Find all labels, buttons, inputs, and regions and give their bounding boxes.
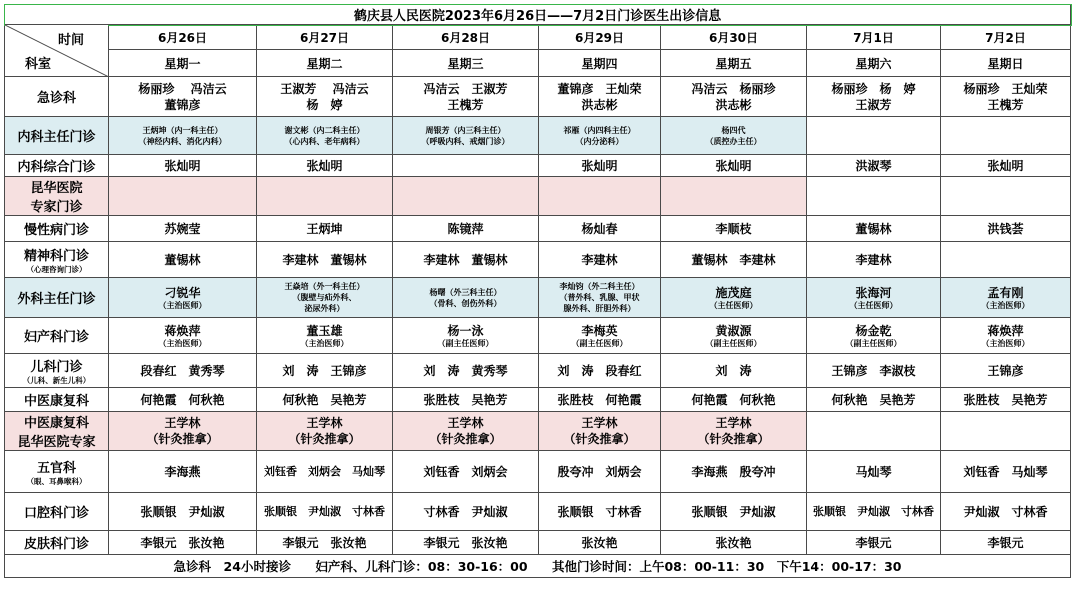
dept-name: 口腔科门诊 (5, 493, 109, 531)
schedule-cell: 殷夸冲 刘炳会 (539, 451, 661, 493)
schedule-cell (661, 117, 807, 155)
cell-text: 杨丽珍 王灿荣 (963, 81, 1048, 96)
schedule-cell: 何艳霞 何秋艳 (661, 388, 807, 412)
schedule-cell: 李海燕 (109, 451, 257, 493)
cell-text: 李梅英 (581, 323, 618, 338)
cell-text: 精神科门诊 (23, 248, 89, 264)
schedule-cell (539, 177, 661, 216)
row-internal-director (5, 117, 1071, 155)
schedule-cell (941, 177, 1071, 216)
schedule-cell (539, 278, 661, 318)
schedule-cell (5, 177, 109, 216)
row-chronic (5, 216, 1071, 242)
schedule-cell (807, 77, 941, 117)
cell-text: （副主任医师） (845, 338, 902, 348)
cell-text: 王淑芳 冯洁云 (280, 81, 369, 96)
cell-text: 中医康复科 (23, 416, 89, 431)
schedule-cell: 张顺银 尹灿淑 寸林香 (257, 493, 393, 531)
footer-emergency: 急诊科 24小时接诊 (173, 559, 291, 574)
schedule-cell: 张顺银 寸林香 (539, 493, 661, 531)
cell-text: 腺外科、肝胆外科） (563, 304, 636, 313)
cell-text: （主治医师） (981, 338, 1030, 348)
dept-name: 妇产科门诊 (5, 318, 109, 354)
cell-text: （针灸推拿） (563, 432, 636, 446)
schedule-cell: 李银元 张汝艳 (257, 531, 393, 555)
row-dermatology (5, 531, 1071, 555)
schedule-cell: 张胜枝 吴艳芳 (393, 388, 539, 412)
weekday-cell: 星期三 (393, 50, 539, 77)
schedule-cell: 董锡林 (109, 242, 257, 278)
row-emergency (5, 77, 1071, 117)
schedule-cell (5, 242, 109, 278)
schedule-cell: 李建林 董锡林 (257, 242, 393, 278)
dept-name: 外科主任门诊 (5, 278, 109, 318)
schedule-cell (257, 412, 393, 451)
cell-text: 李灿钧（外二科主任） (559, 282, 640, 291)
footer-note (5, 555, 1071, 578)
schedule-cell (941, 412, 1071, 451)
schedule-cell: 张汝艳 (661, 531, 807, 555)
schedule-cell: 张胜枝 何艳霞 (539, 388, 661, 412)
schedule-cell: 王炳坤 (257, 216, 393, 242)
cell-text: （儿科、新生儿科） (22, 375, 91, 385)
schedule-cell (661, 318, 807, 354)
schedule-cell: 张灿明 (257, 155, 393, 177)
cell-text: （呼吸内科、戒烟门诊） (421, 136, 510, 146)
cell-text: 泌尿外科） (304, 304, 345, 313)
cell-text: 王炳坤（内一科主任） (142, 125, 223, 135)
dept-name: 慢性病门诊 (5, 216, 109, 242)
cell-text: （神经内科、消化内科） (138, 136, 227, 146)
cell-text: （针灸推拿） (429, 432, 502, 446)
footer-other: 其他门诊时间：上午08：00-11：30 下午14：00-17：30 (551, 559, 902, 574)
schedule-cell: 李银元 (807, 531, 941, 555)
schedule-cell: 马灿琴 (807, 451, 941, 493)
time-label: 时间 (57, 33, 84, 48)
dept-name: 急诊科 (5, 77, 109, 117)
date-cell: 6月27日 (257, 25, 393, 50)
schedule-cell: 尹灿淑 寸林香 (941, 493, 1071, 531)
schedule-cell (807, 117, 941, 155)
date-cell: 7月2日 (941, 25, 1071, 50)
row-tcm-rehab (5, 388, 1071, 412)
schedule-cell (257, 177, 393, 216)
row-internal-general (5, 155, 1071, 177)
schedule-cell (257, 318, 393, 354)
schedule-cell: 张顺银 尹灿淑 (109, 493, 257, 531)
cell-text: （心内科、老年病科） (284, 136, 365, 146)
schedule-cell: 王锦彦 (941, 354, 1071, 388)
weekday-cell: 星期一 (109, 50, 257, 77)
cell-text: 王焱培（外一科主任） (284, 282, 365, 291)
schedule-cell (807, 278, 941, 318)
schedule-cell: 张灿明 (661, 155, 807, 177)
cell-text: 董玉雄 (306, 323, 343, 338)
weekday-cell: 星期五 (661, 50, 807, 77)
schedule-cell (661, 278, 807, 318)
cell-text: （主任医师） (709, 300, 758, 310)
cell-text: 昆华医院 (30, 181, 83, 196)
schedule-cell: 刘钰香 刘炳会 (393, 451, 539, 493)
schedule-cell (661, 77, 807, 117)
schedule-cell (5, 451, 109, 493)
cell-text: 专家门诊 (30, 200, 83, 215)
schedule-cell: 寸林香 尹灿淑 (393, 493, 539, 531)
schedule-cell: 张灿明 (109, 155, 257, 177)
cell-text: 董锦彦 (164, 97, 201, 112)
schedule-table (4, 4, 1071, 578)
schedule-cell: 董锡林 (807, 216, 941, 242)
schedule-cell (5, 354, 109, 388)
date-cell: 6月29日 (539, 25, 661, 50)
cell-text: 王槐芳 (987, 97, 1024, 112)
schedule-cell: 张胜枝 吴艳芳 (941, 388, 1071, 412)
cell-text: （针灸推拿） (697, 432, 770, 446)
footer-row (5, 555, 1071, 578)
cell-text: 施茂庭 (715, 285, 752, 300)
row-pediatrics (5, 354, 1071, 388)
schedule-cell: 刘 涛 段春红 (539, 354, 661, 388)
schedule-cell: 张灿明 (941, 155, 1071, 177)
weekday-cell: 星期二 (257, 50, 393, 77)
schedule-cell: 李建林 董锡林 (393, 242, 539, 278)
schedule-cell (941, 318, 1071, 354)
schedule-cell: 刘钰香 刘炳会 马灿琴 (257, 451, 393, 493)
schedule-cell (941, 242, 1071, 278)
date-cell: 6月30日 (661, 25, 807, 50)
schedule-cell (539, 318, 661, 354)
cell-text: 洪志彬 (715, 97, 752, 112)
cell-text: （腹壁与疝外科、 (292, 293, 357, 302)
schedule-cell: 苏婉莹 (109, 216, 257, 242)
cell-text: 冯洁云 杨丽珍 (691, 81, 776, 96)
cell-text: （骨科、创伤外科） (429, 298, 502, 308)
schedule-cell (393, 155, 539, 177)
cell-text: （主治医师） (981, 300, 1030, 310)
schedule-cell (393, 412, 539, 451)
cell-text: （针灸推拿） (146, 432, 219, 446)
cell-text: 王学林 (715, 416, 752, 430)
schedule-cell: 张灿明 (539, 155, 661, 177)
cell-text: （主治医师） (158, 300, 207, 310)
cell-text: 杨丽珍 杨 婷 (831, 81, 916, 96)
cell-text: 洪志彬 (581, 97, 618, 112)
schedule-cell (941, 278, 1071, 318)
cell-text: 周银芳（内三科主任） (425, 125, 506, 135)
cell-text: 王学林 (306, 416, 343, 430)
row-obgyn (5, 318, 1071, 354)
page-title: 鹤庆县人民医院2023年6月26日——7月2日门诊医生出诊信息 (5, 5, 1071, 25)
schedule-cell (109, 412, 257, 451)
date-cell: 6月26日 (109, 25, 257, 50)
schedule-cell (109, 77, 257, 117)
schedule-cell (539, 117, 661, 155)
date-cell: 6月28日 (393, 25, 539, 50)
schedule-cell (257, 77, 393, 117)
schedule-cell (109, 117, 257, 155)
weekday-cell: 星期日 (941, 50, 1071, 77)
header-corner (5, 25, 109, 77)
cell-text: 杨一泳 (447, 323, 484, 338)
schedule-cell: 何秋艳 吴艳芳 (807, 388, 941, 412)
row-ent (5, 451, 1071, 493)
cell-text: 蒋焕萍 (987, 323, 1024, 338)
cell-text: （副主任医师） (437, 338, 494, 348)
cell-text: 儿科门诊 (30, 359, 83, 375)
dept-label: 科室 (25, 57, 52, 72)
cell-text: （心理咨询门诊） (26, 264, 87, 274)
schedule-cell: 李建林 (807, 242, 941, 278)
schedule-cell: 李建林 (539, 242, 661, 278)
cell-text: 杨四代 (721, 125, 746, 135)
cell-text: （眼、耳鼻喉科） (26, 476, 87, 486)
cell-text: 冯洁云 王淑芳 (423, 81, 508, 96)
cell-text: （主任医师） (849, 300, 898, 310)
schedule-cell: 刘 涛 黄秀琴 (393, 354, 539, 388)
cell-text: 杨金乾 (855, 323, 892, 338)
schedule-cell (257, 117, 393, 155)
schedule-cell: 王锦彦 李淑枝 (807, 354, 941, 388)
schedule-cell: 洪钱荟 (941, 216, 1071, 242)
weekday-cell: 星期四 (539, 50, 661, 77)
cell-text: 王学林 (164, 416, 201, 430)
cell-text: （内分泌科） (575, 136, 624, 146)
cell-text: 谢文彬（内二科主任） (284, 125, 365, 135)
schedule-cell: 李银元 (941, 531, 1071, 555)
date-cell: 7月1日 (807, 25, 941, 50)
cell-text: 张海河 (855, 285, 892, 300)
schedule-cell: 董锡林 李建林 (661, 242, 807, 278)
schedule-cell: 张顺银 尹灿淑 寸林香 (807, 493, 941, 531)
row-psychiatry (5, 242, 1071, 278)
cell-text: 王槐芳 (447, 97, 484, 112)
schedule-cell (941, 117, 1071, 155)
schedule-cell (393, 278, 539, 318)
cell-text: （针灸推拿） (288, 432, 361, 446)
cell-text: （质控办主任） (705, 136, 762, 146)
schedule-cell: 段春红 黄秀琴 (109, 354, 257, 388)
row-tcm-kunhua (5, 412, 1071, 451)
cell-text: （副主任医师） (705, 338, 762, 348)
row-kunhua-expert (5, 177, 1071, 216)
schedule-cell: 杨灿春 (539, 216, 661, 242)
schedule-cell: 张汝艳 (539, 531, 661, 555)
cell-text: （主治医师） (300, 338, 349, 348)
schedule-cell: 李顺枝 (661, 216, 807, 242)
cell-text: 王淑芳 (855, 97, 892, 112)
schedule-cell (539, 77, 661, 117)
schedule-cell: 刘 涛 王锦彦 (257, 354, 393, 388)
schedule-cell (109, 318, 257, 354)
cell-text: 孟有刚 (987, 285, 1024, 300)
schedule-cell: 李海燕 殷夸冲 (661, 451, 807, 493)
weekday-cell: 星期六 (807, 50, 941, 77)
schedule-cell (807, 318, 941, 354)
cell-text: 五官科 (36, 460, 76, 476)
cell-text: 董锦彦 王灿荣 (557, 81, 642, 96)
cell-text: 杨 婷 (306, 97, 343, 112)
schedule-cell (807, 177, 941, 216)
cell-text: 杨丽珍 冯洁云 (138, 81, 227, 96)
schedule-cell: 洪淑琴 (807, 155, 941, 177)
cell-text: （副主任医师） (571, 338, 628, 348)
dept-name: 皮肤科门诊 (5, 531, 109, 555)
schedule-cell (661, 412, 807, 451)
cell-text: 祁雁（内四科主任） (563, 125, 636, 135)
row-surgery-director (5, 278, 1071, 318)
schedule-cell (257, 278, 393, 318)
cell-text: 王学林 (447, 416, 484, 430)
schedule-cell (807, 412, 941, 451)
schedule-cell (5, 412, 109, 451)
row-dental (5, 493, 1071, 531)
schedule-cell: 刘钰香 马灿琴 (941, 451, 1071, 493)
schedule-cell (393, 318, 539, 354)
schedule-cell: 张顺银 尹灿淑 (661, 493, 807, 531)
schedule-cell: 李银元 张汝艳 (393, 531, 539, 555)
schedule-cell (393, 77, 539, 117)
schedule-cell: 陈镜萍 (393, 216, 539, 242)
footer-obgyn-peds: 妇产科、儿科门诊：08：30-16：00 (315, 559, 528, 574)
schedule-cell: 刘 涛 (661, 354, 807, 388)
cell-text: 昆华医院专家 (17, 435, 96, 450)
cell-text: 黄淑源 (715, 323, 752, 338)
schedule-cell (109, 278, 257, 318)
diagonal-line (5, 25, 109, 77)
schedule-cell (539, 412, 661, 451)
cell-text: 刁锐华 (164, 285, 201, 300)
dept-name: 内科综合门诊 (5, 155, 109, 177)
cell-text: （主治医师） (158, 338, 207, 348)
schedule-cell (661, 177, 807, 216)
cell-text: （普外科、乳腺、甲状 (559, 293, 640, 302)
schedule-cell: 何秋艳 吴艳芳 (257, 388, 393, 412)
schedule-cell: 李银元 张汝艳 (109, 531, 257, 555)
schedule-cell: 何艳霞 何秋艳 (109, 388, 257, 412)
cell-text: 杨曙（外三科主任） (429, 287, 502, 297)
dept-name: 内科主任门诊 (5, 117, 109, 155)
schedule-cell (393, 117, 539, 155)
cell-text: 王学林 (581, 416, 618, 430)
schedule-cell (393, 177, 539, 216)
schedule-cell (941, 77, 1071, 117)
schedule-cell (109, 177, 257, 216)
cell-text: 蒋焕萍 (164, 323, 201, 338)
dept-name: 中医康复科 (5, 388, 109, 412)
